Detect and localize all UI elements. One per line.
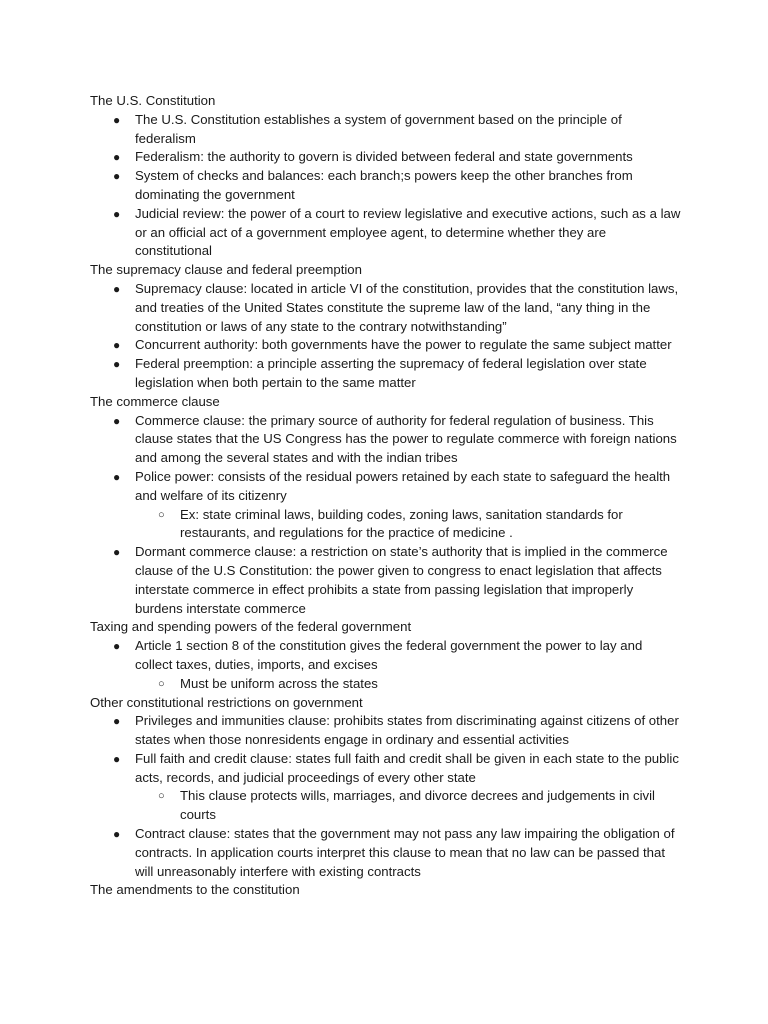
list-item-text: Concurrent authority: both governments have the power to regulate the same subject matter — [135, 337, 672, 353]
list-item-text: Dormant commerce clause: a restriction on state’s authority that is implied in the commerce clause of the U.S Constitution: the power given to congress to enact legislation that affects interstate commerce in effect prohibits a state from passing legislation that improperly burdens interstate commerce — [135, 544, 668, 616]
bullet-icon: ● — [113, 469, 121, 484]
sub-list-item — [158, 506, 682, 544]
list-item — [113, 148, 682, 167]
list-item-text: Contract clause: states that the government may not pass any law impairing the obligation of contracts. In application courts interpret this clause to mean that no law can be passed that will unreasonably interfere with existing contracts — [135, 826, 675, 879]
bullet-list — [90, 280, 682, 393]
bullet-icon: ● — [113, 169, 121, 184]
section-heading: The supremacy clause and federal preemption — [90, 262, 362, 278]
list-item-text: The U.S. Constitution establishes a system of government based on the principle of federalism — [135, 111, 622, 146]
list-item — [113, 205, 682, 261]
list-item-text: Police power: consists of the residual powers retained by each state to safeguard the health and welfare of its citizenry — [135, 468, 671, 503]
section-heading: Taxing and spending powers of the federal government — [90, 619, 412, 635]
list-item-text: Privileges and immunities clause: prohibits states from discriminating against citizens of other states when those nonresidents engage in ordinary and essential activities — [135, 713, 679, 748]
bullet-icon: ● — [113, 112, 121, 127]
sub-bullet-list — [135, 787, 682, 825]
bullet-icon: ● — [113, 827, 121, 842]
list-item-text: Judicial review: the power of a court to review legislative and executive actions, such as a law or an official act of a government employee agent, to determine whether they are constitutional — [135, 205, 681, 259]
list-item — [113, 412, 682, 468]
list-item-text: Full faith and credit clause: states full faith and credit shall be given in each state to the public acts, records, and judicial proceedings of every other state — [135, 750, 679, 785]
section-heading: The U.S. Constitution — [90, 93, 216, 108]
hollow-bullet-icon: ○ — [158, 677, 165, 690]
list-item-text: Article 1 section 8 of the constitution gives the federal government the power to lay and collect taxes, duties, imports, and excises — [135, 638, 643, 672]
bullet-icon: ● — [113, 206, 121, 221]
list-item — [113, 750, 682, 825]
bullet-icon: ● — [113, 281, 121, 296]
sub-list-item-text: This clause protects wills, marriages, and divorce decrees and judgements in civil courts — [180, 788, 655, 823]
hollow-bullet-icon: ○ — [158, 508, 165, 521]
list-item — [113, 637, 682, 693]
bullet-list — [90, 637, 682, 693]
list-item — [113, 712, 682, 750]
sub-list-item — [158, 787, 682, 825]
bullet-list — [90, 412, 682, 619]
list-item-text: Supremacy clause: located in article VI of the constitution, provides that the constitution laws, and treaties of the United States constitute the supreme law of the land, “any thing in the constitution or laws of any state to the contrary notwithstanding” — [135, 280, 679, 334]
list-item-text: Federal preemption: a principle asserting the supremacy of federal legislation over state legislation when both pertain to the same matter — [135, 356, 647, 390]
hollow-bullet-icon: ○ — [158, 790, 165, 803]
sub-list-item-text: Ex: state criminal laws, building codes, zoning laws, sanitation standards for restaurants, and regulations for the practice of medicine . — [180, 506, 623, 541]
list-item-text: Federalism: the authority to govern is divided between federal and state governments — [135, 149, 633, 165]
list-item-text: System of checks and balances: each branch;s powers keep the other branches from dominating the government — [135, 168, 633, 202]
section-heading: Other constitutional restrictions on government — [90, 694, 363, 710]
bullet-icon: ● — [113, 150, 121, 165]
section-heading: The amendments to the constitution — [90, 882, 300, 898]
bullet-icon: ● — [113, 545, 121, 560]
sub-list-item-text: Must be uniform across the states — [180, 675, 378, 691]
section-heading: The commerce clause — [90, 393, 220, 409]
bullet-icon: ● — [113, 338, 121, 353]
sub-bullet-list — [135, 675, 682, 694]
bullet-icon: ● — [113, 714, 121, 729]
bullet-list — [90, 712, 682, 881]
list-item-text: Commerce clause: the primary source of authority for federal regulation of business. This clause states that the US Congress has the power to regulate commerce with foreign nations and among the several states and with the indian tribes — [135, 412, 677, 466]
list-item — [113, 825, 682, 881]
bullet-list — [90, 111, 682, 261]
list-item — [113, 280, 682, 336]
document-content — [90, 92, 682, 900]
sub-bullet-list — [135, 506, 682, 544]
list-item — [113, 336, 682, 355]
sub-list-item — [158, 675, 682, 694]
bullet-icon: ● — [113, 357, 121, 372]
list-item — [113, 111, 682, 149]
list-item — [113, 355, 682, 393]
list-item — [113, 167, 682, 205]
bullet-icon: ● — [113, 413, 121, 428]
list-item — [113, 468, 682, 543]
list-item — [113, 543, 682, 618]
bullet-icon: ● — [113, 751, 121, 766]
bullet-icon: ● — [113, 639, 121, 654]
